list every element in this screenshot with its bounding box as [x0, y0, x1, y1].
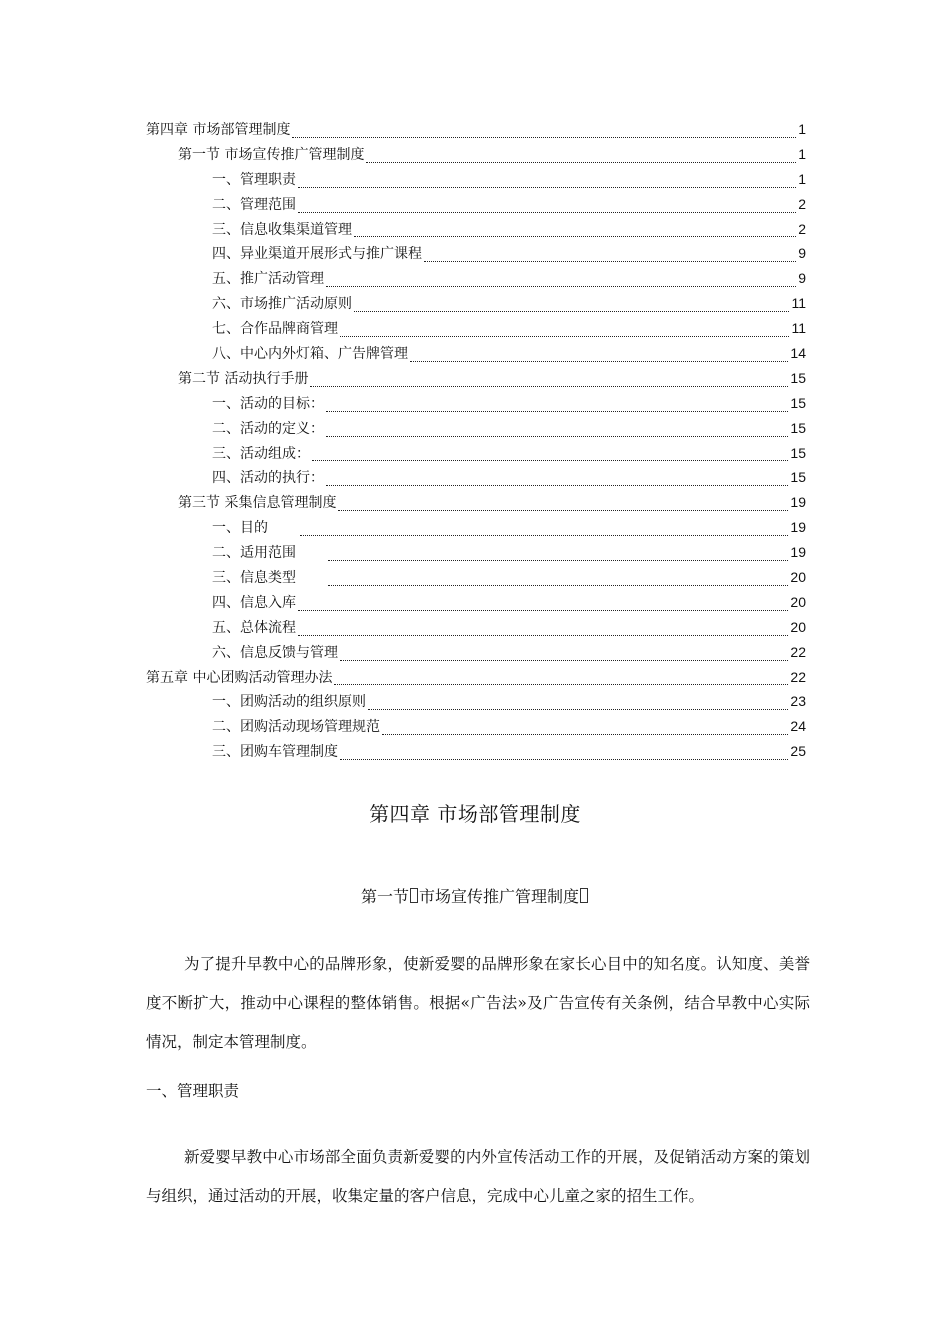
toc-dot-leader: [334, 670, 788, 685]
toc-entry[interactable]: [146, 117, 806, 142]
toc-dot-leader: [368, 695, 788, 710]
responsibility-paragraph: 新爱婴早教中心市场部全面负责新爱婴的内外宣传活动工作的开展，及促销活动方案的策划与组织，通过活动的开展，收集定量的客户信息，完成中心儿童之家的招生工作。: [146, 1148, 810, 1205]
toc-page-number: 9: [798, 245, 806, 262]
toc-dot-leader: [312, 446, 788, 461]
toc-entry-title: 第二节 活动执行手册: [178, 367, 310, 392]
section-title-part-a: 第一节: [360, 887, 409, 906]
toc-entry[interactable]: [146, 241, 806, 266]
toc-entry-title: 四、异业渠道开展形式与推广课程: [212, 242, 424, 267]
toc-entry-title: 四、信息入库: [212, 591, 298, 616]
toc-entry-title: 二、团购活动现场管理规范: [212, 715, 382, 740]
toc-entry[interactable]: [146, 316, 806, 341]
toc-dot-leader: [298, 621, 788, 636]
toc-entry-title: 三、信息收集渠道管理: [212, 218, 354, 243]
toc-dot-leader: [366, 148, 796, 163]
toc-dot-leader: [326, 397, 788, 412]
toc-entry[interactable]: [146, 192, 806, 217]
toc-dot-leader: [298, 173, 796, 188]
toc-entry[interactable]: [146, 515, 806, 540]
toc-entry[interactable]: [146, 590, 806, 615]
toc-entry-title: 五、推广活动管理: [212, 267, 326, 292]
toc-entry-title: 三、团购车管理制度: [212, 740, 340, 765]
toc-page-number: 1: [798, 170, 806, 187]
toc-entry[interactable]: [146, 441, 806, 466]
toc-page-number: 25: [790, 743, 806, 760]
toc-page-number: 15: [790, 444, 806, 461]
toc-page-number: 20: [790, 618, 806, 635]
toc-dot-leader: [382, 720, 788, 735]
toc-entry-title: 第五章 中心团购活动管理办法: [146, 666, 334, 691]
toc-entry[interactable]: [146, 714, 806, 739]
missing-glyph-icon: [410, 888, 418, 903]
toc-dot-leader: [326, 471, 788, 486]
subsection-heading: 一、管理职责: [146, 1082, 240, 1100]
toc-entry-title: 三、活动组成：: [212, 442, 312, 467]
toc-entry-title: 二、管理范围: [212, 193, 298, 218]
toc-dot-leader: [326, 272, 796, 287]
toc-page-number: 1: [798, 145, 806, 162]
toc-page-number: 1: [798, 121, 806, 137]
toc-entry[interactable]: [146, 266, 806, 291]
toc-dot-leader: [338, 496, 788, 511]
toc-entry-title: 四、活动的执行：: [212, 466, 326, 491]
toc-entry[interactable]: [146, 391, 806, 416]
toc-page-number: 19: [790, 544, 806, 561]
toc-entry-title: 八、中心内外灯箱、广告牌管理: [212, 342, 410, 367]
toc-page-number: 2: [798, 195, 806, 212]
toc-page-number: 15: [790, 369, 806, 386]
toc-entry-title: 三、信息类型: [212, 566, 298, 591]
toc-entry-title: 一、管理职责: [212, 168, 298, 193]
toc-page-number: 24: [790, 718, 806, 735]
toc-entry[interactable]: [146, 490, 806, 515]
toc-dot-leader: [354, 222, 796, 237]
toc-entry-title: 一、目的: [212, 516, 270, 541]
toc-entry-title: 六、市场推广活动原则: [212, 292, 354, 317]
toc-dot-leader: [354, 297, 789, 312]
toc-dot-leader: [292, 123, 796, 138]
toc-entry[interactable]: [146, 217, 806, 242]
toc-entry[interactable]: [146, 291, 806, 316]
toc-page-number: 22: [790, 643, 806, 660]
toc-entry-title: 二、活动的定义：: [212, 417, 326, 442]
toc-dot-leader: [310, 372, 788, 387]
toc-entry[interactable]: [146, 142, 806, 167]
section-title-part-b: 市场宣传推广管理制度: [419, 887, 580, 906]
toc-entry[interactable]: [146, 167, 806, 192]
toc-dot-leader: [340, 745, 788, 760]
toc-entry-title: 第三节 采集信息管理制度: [178, 491, 338, 516]
toc-dot-leader: [300, 521, 788, 536]
toc-entry-title: 五、总体流程: [212, 616, 298, 641]
toc-dot-leader: [340, 322, 789, 337]
toc-entry[interactable]: [146, 739, 806, 764]
toc-entry[interactable]: [146, 565, 806, 590]
intro-paragraph: 为了提升早教中心的品牌形象，使新爱婴的品牌形象在家长心目中的知名度。认知度、美誉度不断扩大，推动中心课程的整体销售。根据«广告法»及广告宣传有关条例，结合早教中心实际情况，制定本管理制度。: [146, 955, 810, 1051]
toc-entry[interactable]: [146, 689, 806, 714]
chapter-title: 第四章 市场部管理制度: [369, 802, 581, 826]
toc-dot-leader: [326, 422, 788, 437]
toc-page-number: 11: [791, 295, 806, 312]
section-title: [0, 884, 950, 907]
toc-dot-leader: [340, 646, 788, 661]
toc-entry[interactable]: [146, 665, 806, 690]
toc-dot-leader: [298, 596, 788, 611]
toc-page-number: 11: [791, 320, 806, 337]
toc-dot-leader: [424, 247, 796, 262]
toc-entry[interactable]: [146, 540, 806, 565]
toc-entry[interactable]: [146, 615, 806, 640]
toc-dot-leader: [410, 347, 788, 362]
toc-entry[interactable]: [146, 640, 806, 665]
toc-page-number: 14: [790, 345, 806, 362]
toc-entry[interactable]: [146, 341, 806, 366]
toc-dot-leader: [298, 198, 796, 213]
toc-page-number: 20: [790, 593, 806, 610]
toc-page-number: 19: [790, 519, 806, 536]
toc-page-number: 15: [790, 419, 806, 436]
toc-page-number: 22: [790, 668, 806, 685]
toc-entry-title: 七、合作品牌商管理: [212, 317, 340, 342]
missing-glyph-icon: [580, 888, 588, 903]
toc-entry-title: 第一节 市场宣传推广管理制度: [178, 143, 366, 168]
toc-dot-leader: [328, 546, 788, 561]
toc-page-number: 19: [790, 494, 806, 511]
toc-page-number: 20: [790, 569, 806, 586]
toc-dot-leader: [328, 571, 788, 586]
toc-entry-title: 六、信息反馈与管理: [212, 641, 340, 666]
toc-page-number: 9: [798, 270, 806, 287]
toc-entry[interactable]: [146, 416, 806, 441]
toc-entry-title: 一、团购活动的组织原则: [212, 690, 368, 715]
toc-entry[interactable]: [146, 366, 806, 391]
toc-page-number: 2: [798, 220, 806, 237]
toc-page-number: 15: [790, 469, 806, 486]
toc-entry[interactable]: [146, 465, 806, 490]
toc-entry-title: 一、活动的目标：: [212, 392, 326, 417]
toc-entry-title: 第四章 市场部管理制度: [146, 118, 292, 143]
toc-page-number: 15: [790, 394, 806, 411]
toc-entry-title: 二、适用范围: [212, 541, 298, 566]
table-of-contents: [146, 117, 806, 764]
toc-page-number: 23: [790, 693, 806, 710]
